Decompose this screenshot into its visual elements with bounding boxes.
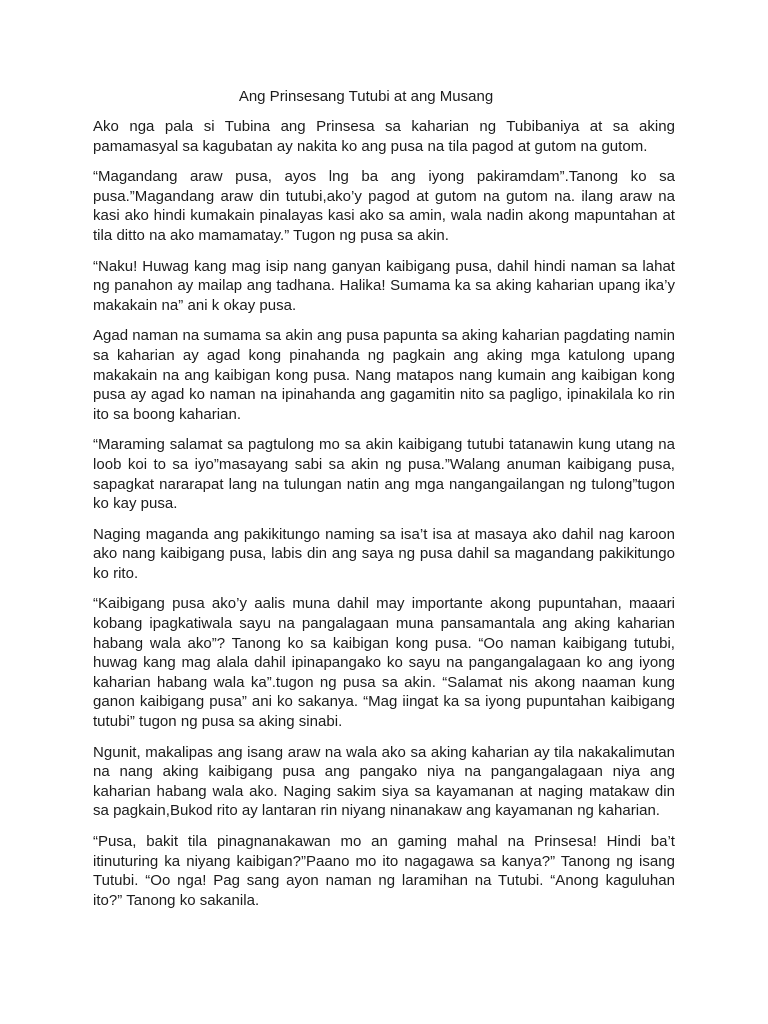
document-title [0, 87, 768, 107]
document-body [93, 117, 675, 921]
paragraph-2: “Magandang araw pusa, ayos lng ba ang iyong pakiramdam”.Tanong ko sa pusa.”Magandang araw din tutubi,ako’y pagod at gutom na gutom na. ilang araw na kasi ako hindi kumakain pinalayas kasi ako sa amin, wala nadin akong mapuntahan at tila ditto na ako mamamatay.” Tugon ng pusa sa akin. [93, 168, 675, 244]
paragraph-1: Ako nga pala si Tubina ang Prinsesa sa kaharian ng Tubibaniya at sa aking pamamasyal sa kagubatan ay nakita ko ang pusa na tila pagod at gutom na gutom. [93, 118, 675, 155]
paragraph-4: Agad naman na sumama sa akin ang pusa papunta sa aking kaharian pagdating namin sa kaharian ay agad kong pinahanda ng pagkain ang aking mga katulong upang makakain na ang kaibigan kong pusa. Nang matapos nang kumain ang kaibigan kong pusa ay agad ko naman na ipinahanda ang gagamitin nito sa pagligo, ipinakilala ko rin ito sa boong kaharian. [93, 327, 675, 423]
paragraph-6: Naging maganda ang pakikitungo naming sa isa’t isa at masaya ako dahil nag karoon ako nang kaibigang pusa, labis din ang saya ng pusa dahil sa magandang pakikitungo ko rito. [93, 525, 675, 582]
document-title-text: Ang Prinsesang Tutubi at ang Musang [238, 88, 494, 105]
paragraph-7: “Kaibigang pusa ako’y aalis muna dahil may importante akong pupuntahan, maaari kobang ipagkatiwala sayu na pangalagaan muna pansamantala ang aking kaharian habang wala ako”? Tanong ko sa kaibigan kong pusa. “Oo naman kaibigang tutubi, huwag kang mag alala dahil ipinapangako ko sayu na pangangalagaan ko ang iyong kaharian habang wala ka”.tugon ng pusa sa akin. “Salamat nis akong naaman kung ganon kaibigang pusa” ani ko sakanya. “Mag iingat ka sa iyong pupuntahan kaibigang tutubi” tugon ng pusa sa aking sinabi. [93, 595, 675, 731]
paragraph-3: “Naku! Huwag kang mag isip nang ganyan kaibigang pusa, dahil hindi naman sa lahat ng panahon ay mailap ang tadhana. Halika! Sumama ka sa aking kaharian upang ika’y makakain na” ani k okay pusa. [93, 257, 675, 314]
paragraph-8: Ngunit, makalipas ang isang araw na wala ako sa aking kaharian ay tila nakakalimutan na nang aking kaibigang pusa ang pangako niya na pangangalagaan niya ang kaharian habang wala ako. Naging sakim siya sa kayamanan at naging matakaw din sa pagkain,Bukod rito ay lantaran rin niyang ninanakaw ang kayamanan ng kaharian. [93, 743, 675, 820]
paragraph-5: “Maraming salamat sa pagtulong mo sa akin kaibigang tutubi tatanawin kung utang na loob koi to sa iyo”masayang sabi sa akin ng pusa.”Walang anuman kaibigang pusa, sapagkat nararapat lang na tulungan natin ang mga nangangailangan ng tulong”tugon ko kay pusa. [93, 436, 675, 513]
paragraph-9: “Pusa, bakit tila pinagnanakawan mo an gaming mahal na Prinsesa! Hindi ba’t itinuturing ka niyang kaibigan?”Paano mo ito nagagawa sa kanya?” Tanong ng isang Tutubi. “Oo nga! Pag sang ayon naman ng laramihan na Tutubi. “Anong kaguluhan ito?” Tanong ko sakanila. [93, 833, 675, 909]
